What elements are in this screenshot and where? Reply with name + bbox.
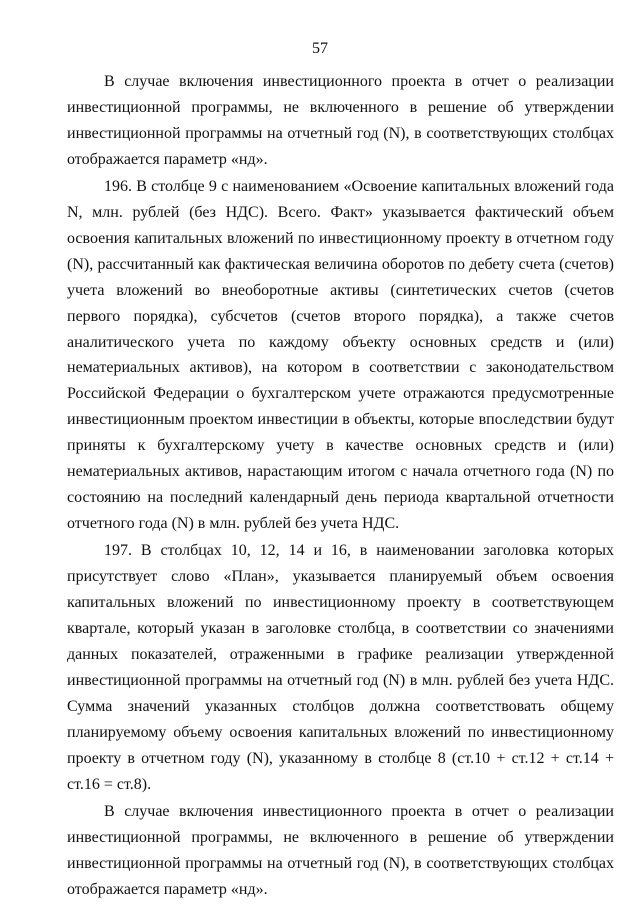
paragraph-197: 197. В столбцах 10, 12, 14 и 16, в наименовании заголовка которых присутствует слово «План», указывается планируемый объем освоения капитальных вложений по инвестиционному проекту в соответствующем квартале, который указан в заголовке столбца, в соответствии со значениями данных показателей, отраженными в графике реализации утвержденной инвестиционной программы на отчетный год (N) в млн. рублей без учета НДС. Сумма значений указанных столбцов должна соответствовать общему планируемому объему освоения капитальных вложений по инвестиционному проекту в отчетном году (N), указанному в столбце 8 (ст.10 + ст.12 + ст.14 + ст.16 = ст.8).: [67, 542, 614, 793]
page-number: 57: [312, 40, 328, 57]
paragraph-196: 196. В столбце 9 с наименованием «Освоение капитальных вложений года N, млн. рублей (без НДС). Всего. Факт» указывается фактический объем освоения капитальных вложений по инвестиционному проекту в отчетном году (N), рассчитанный как фактическая величина оборотов по дебету счета (счетов) учета вложений во внеоборотные активы (синтетических счетов (счетов первого порядка), субсчетов (счетов второго порядка), а также счетов аналитического учета по каждому объекту основных средств и (или) нематериальных активов), на котором в соответствии с законодательством Российской Федерации о бухгалтерском учете отражаются предусмотренные инвестиционным проектом инвестиции в объекты, которые впоследствии будут приняты к бухгалтерскому учету в качестве основных средств и (или) нематериальных активов, нарастающим итогом с начала отчетного года (N) по состоянию на последний календарный день периода квартальной отчетности отчетного года (N) в млн. рублей без учета НДС.: [67, 177, 614, 533]
document-body: [67, 69, 614, 903]
paragraph-nd-note-1: В случае включения инвестиционного проекта в отчет о реализации инвестиционной программы, не включенного в решение об утверждении инвестиционной программы на отчетный год (N), в соответствующих столбцах отображается параметр «нд».: [67, 73, 614, 168]
paragraph-nd-note-2: В случае включения инвестиционного проекта в отчет о реализации инвестиционной программы, не включенного в решение об утверждении инвестиционной программы на отчетный год (N), в соответствующих столбцах отображается параметр «нд».: [67, 802, 614, 898]
